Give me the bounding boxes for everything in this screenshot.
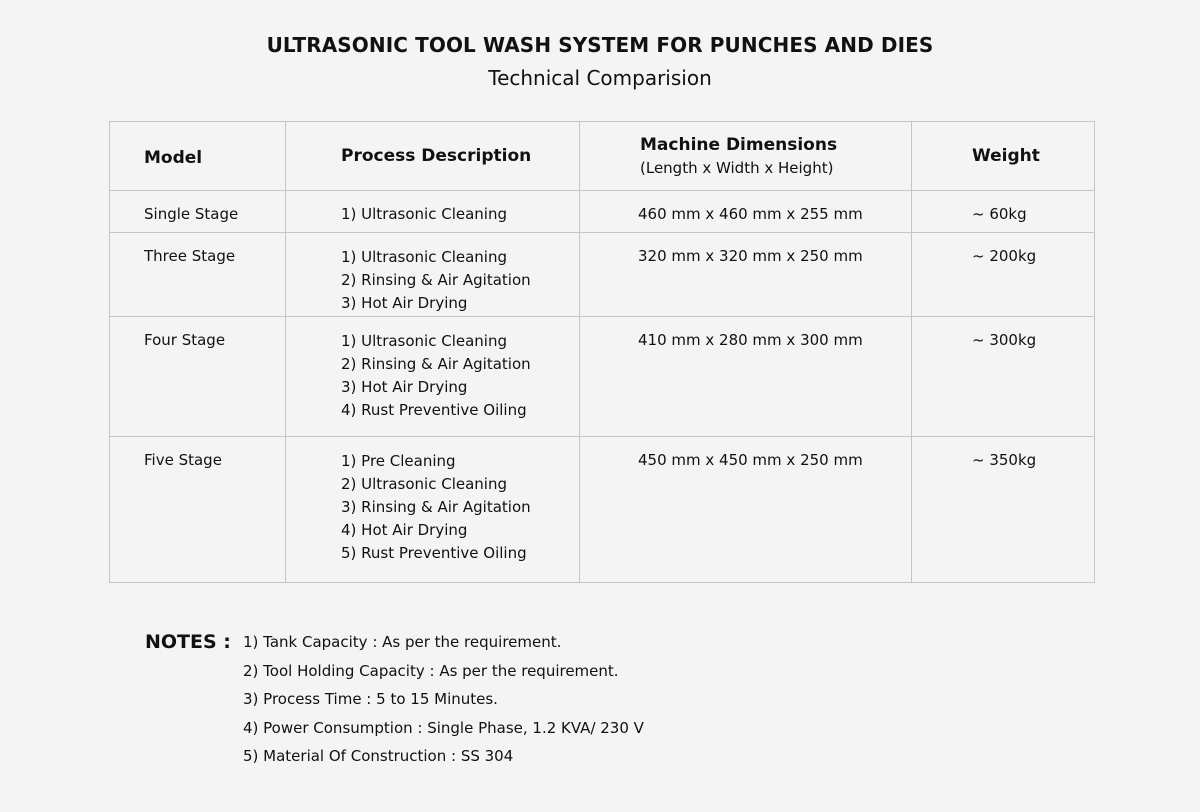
header-dimensions <box>580 122 912 191</box>
weight-cell: ~ 350kg <box>912 436 1095 582</box>
process-step: 2) Ultrasonic Cleaning <box>341 474 507 493</box>
table-row <box>110 233 1095 317</box>
process-step: 3) Rinsing & Air Agitation <box>341 497 531 516</box>
model-cell: Three Stage <box>110 233 286 317</box>
comparison-table <box>109 121 1095 583</box>
header-dimensions-subtitle: (Length x Width x Height) <box>640 159 834 177</box>
note-item: 2) Tool Holding Capacity : As per the requirement. <box>243 661 619 680</box>
process-step: 4) Hot Air Drying <box>341 520 468 539</box>
process-cell <box>286 191 580 233</box>
page-subtitle: Technical Comparision <box>488 66 712 90</box>
dimensions-cell: 460 mm x 460 mm x 255 mm <box>580 191 912 233</box>
process-step: 2) Rinsing & Air Agitation <box>341 271 531 290</box>
table-row <box>110 317 1095 436</box>
process-step: 1) Ultrasonic Cleaning <box>341 205 507 223</box>
weight-cell: ~ 60kg <box>912 191 1095 233</box>
process-cell <box>286 233 580 317</box>
header-process: Process Description <box>286 122 580 191</box>
weight-cell: ~ 300kg <box>912 317 1095 436</box>
dimensions-cell: 450 mm x 450 mm x 250 mm <box>580 436 912 582</box>
process-cell <box>286 436 580 582</box>
note-item: 5) Material Of Construction : SS 304 <box>243 747 514 765</box>
process-step: 4) Rust Preventive Oiling <box>341 401 527 420</box>
header-weight: Weight <box>912 122 1095 191</box>
header-dimensions-title: Machine Dimensions <box>640 135 838 155</box>
dimensions-cell: 320 mm x 320 mm x 250 mm <box>580 233 912 317</box>
table-row <box>110 191 1095 233</box>
page-title: ULTRASONIC TOOL WASH SYSTEM FOR PUNCHES AND DIES <box>266 33 934 57</box>
table-header-row <box>110 122 1095 191</box>
process-step: 1) Ultrasonic Cleaning <box>341 332 507 351</box>
process-step: 2) Rinsing & Air Agitation <box>341 355 531 374</box>
process-step: 1) Ultrasonic Cleaning <box>341 248 507 267</box>
process-step: 5) Rust Preventive Oiling <box>341 543 527 562</box>
dimensions-cell: 410 mm x 280 mm x 300 mm <box>580 317 912 436</box>
table-row <box>110 436 1095 582</box>
note-item: 1) Tank Capacity : As per the requirement. <box>243 633 562 651</box>
process-step: 3) Hot Air Drying <box>341 294 468 313</box>
notes-label: NOTES : <box>145 631 231 653</box>
model-cell: Five Stage <box>110 436 286 582</box>
notes-list <box>243 631 644 774</box>
model-cell: Single Stage <box>110 191 286 233</box>
process-cell <box>286 317 580 436</box>
process-step: 3) Hot Air Drying <box>341 378 468 397</box>
weight-cell: ~ 200kg <box>912 233 1095 317</box>
note-item: 4) Power Consumption : Single Phase, 1.2 KVA/ 230 V <box>243 718 644 737</box>
header-model: Model <box>110 122 286 191</box>
note-item: 3) Process Time : 5 to 15 Minutes. <box>243 690 498 708</box>
model-cell: Four Stage <box>110 317 286 436</box>
process-step: 1) Pre Cleaning <box>341 451 456 470</box>
